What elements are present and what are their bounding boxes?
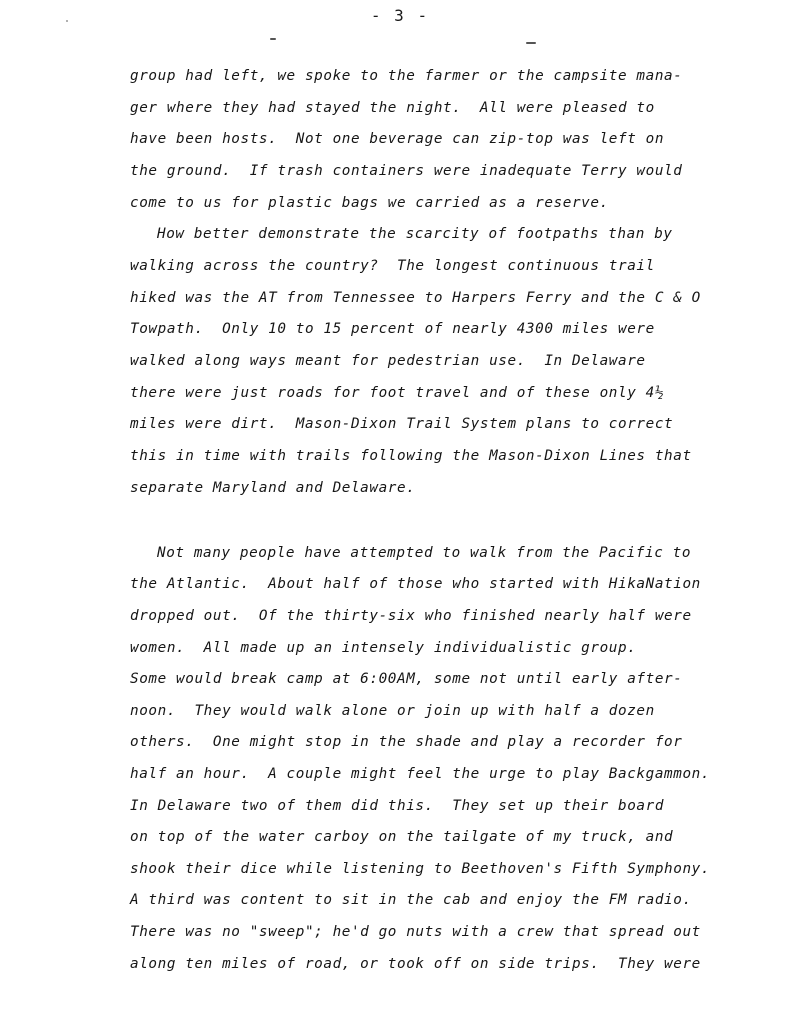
- text-line: separate Maryland and Delaware.: [130, 480, 416, 496]
- text-line: on top of the water carboy on the tailgate of my truck, and: [130, 829, 674, 845]
- text-line: there were just roads for foot travel and of these only 4½: [130, 385, 665, 401]
- text-line: shook their dice while listening to Beethoven's Fifth Symphony.: [130, 861, 711, 877]
- text-line: women. All made up an intensely individualistic group.: [130, 640, 637, 656]
- text-line: miles were dirt. Mason-Dixon Trail System plans to correct: [130, 416, 674, 432]
- text-line: group had left, we spoke to the farmer or the campsite mana-: [130, 68, 683, 84]
- scan-speck: [270, 38, 276, 40]
- page-number: - 3 -: [370, 6, 430, 25]
- text-line: walking across the country? The longest continuous trail: [130, 258, 655, 274]
- text-line: others. One might stop in the shade and play a recorder for: [130, 734, 683, 750]
- text-line: There was no "sweep"; he'd go nuts with a crew that spread out: [130, 924, 701, 940]
- text-line: How better demonstrate the scarcity of footpaths than by: [157, 226, 673, 242]
- text-line: ger where they had stayed the night. All were pleased to: [130, 100, 655, 116]
- text-line: the ground. If trash containers were inadequate Terry would: [130, 163, 683, 179]
- text-line: the Atlantic. About half of those who started with HikaNation: [130, 576, 701, 592]
- text-line: along ten miles of road, or took off on side trips. They were: [130, 956, 701, 972]
- text-line: Towpath. Only 10 to 15 percent of nearly 4300 miles were: [130, 321, 655, 337]
- text-line: dropped out. Of the thirty-six who finished nearly half were: [130, 608, 692, 624]
- text-line: Not many people have attempted to walk from the Pacific to: [157, 545, 692, 561]
- scan-speck: [526, 42, 536, 44]
- text-line: half an hour. A couple might feel the urge to play Backgammon.: [130, 766, 711, 782]
- text-line: walked along ways meant for pedestrian use. In Delaware: [130, 353, 646, 369]
- text-line: Some would break camp at 6:00AM, some not until early after-: [130, 671, 683, 687]
- text-line: noon. They would walk alone or join up with half a dozen: [130, 703, 655, 719]
- text-line: In Delaware two of them did this. They set up their board: [130, 798, 665, 814]
- text-line: A third was content to sit in the cab and enjoy the FM radio.: [130, 892, 692, 908]
- text-line: come to us for plastic bags we carried as a reserve.: [130, 195, 609, 211]
- text-line: hiked was the AT from Tennessee to Harpers Ferry and the C & O: [130, 290, 701, 306]
- text-line: this in time with trails following the Mason-Dixon Lines that: [130, 448, 692, 464]
- text-line: have been hosts. Not one beverage can zip-top was left on: [130, 131, 665, 147]
